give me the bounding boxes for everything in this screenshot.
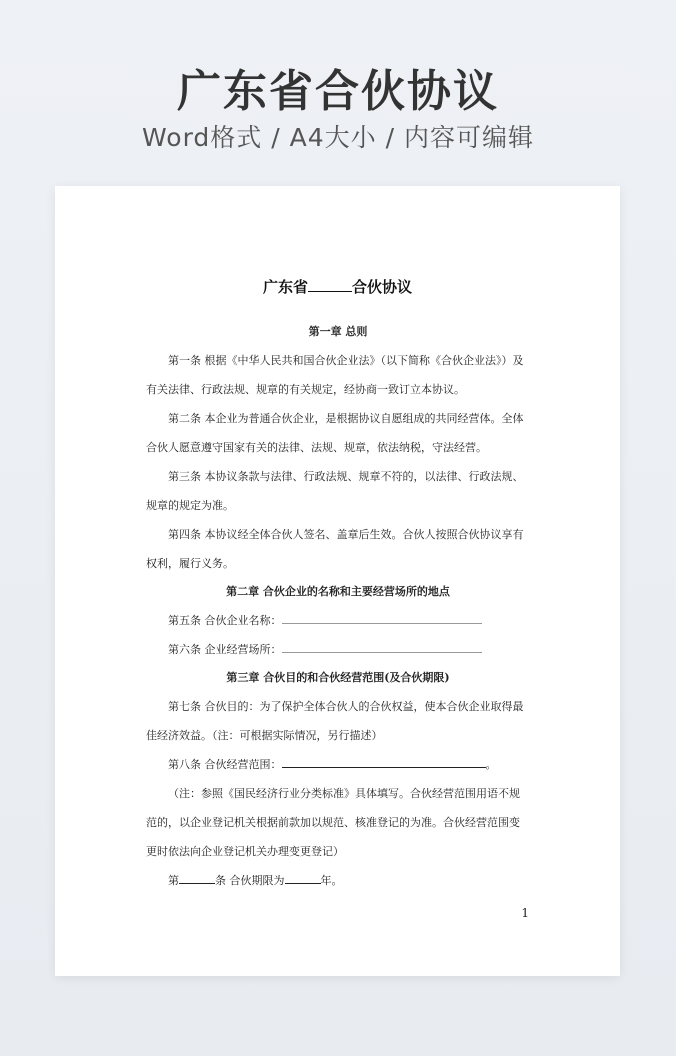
title-suffix: 合伙协议 (352, 278, 413, 296)
title-blank[interactable] (308, 279, 352, 292)
title-prefix: 广东省 (262, 278, 308, 296)
article-number-field[interactable] (179, 870, 215, 884)
document-title (55, 276, 620, 297)
article-3: 第三条 本协议条款与法律、行政法规、规章不符的，以法律、行政法规、规章的规定为准。 (146, 470, 524, 512)
business-location-field[interactable] (282, 639, 482, 653)
article-8-label: 第八条 合伙经营范围： (168, 758, 282, 771)
article-5 (146, 606, 530, 635)
business-scope-field[interactable] (282, 754, 486, 768)
chapter-2-heading: 第二章 合伙企业的名称和主要经营场所的地点 (226, 585, 450, 598)
document-page (55, 186, 620, 976)
chapter-1-heading: 第一章 总则 (308, 325, 368, 338)
chapter-3-heading: 第三章 合伙目的和合伙经营范围(及合伙期限) (226, 671, 450, 684)
scope-note: （注：参照《国民经济行业分类标准》具体填写。合伙经营范围用语不规范的，以企业登记机关根据前款加以规范、核准登记的为准。合伙经营范围变更时依法向企业登记机关办理变更登记） (146, 787, 520, 858)
article-4: 第四条 本协议经全体合伙人签名、盖章后生效。合伙人按照合伙协议享有权利，履行义务。 (146, 528, 524, 570)
term-years-field[interactable] (285, 870, 321, 884)
enterprise-name-field[interactable] (282, 610, 482, 624)
article-9-prefix: 第 (168, 874, 179, 887)
hero-subtitle: Word格式 / A4大小 / 内容可编辑 (142, 123, 534, 152)
article-6-label: 第六条 企业经营场所： (168, 643, 282, 656)
article-1: 第一条 根据《中华人民共和国合伙企业法》（以下简称《合伙企业法》）及有关法律、行政法规、规章的有关规定，经协商一致订立本协议。 (146, 354, 524, 396)
article-8 (146, 750, 530, 779)
article-6 (146, 635, 530, 664)
article-9-suffix: 年。 (320, 874, 343, 887)
page-number: 1 (521, 906, 529, 920)
article-5-label: 第五条 合伙企业名称： (168, 614, 282, 627)
article-2: 第二条 本企业为普通合伙企业，是根据协议自愿组成的共同经营体。全体合伙人愿意遵守国家有关的法律、法规、规章，依法纳税，守法经营。 (146, 412, 524, 454)
document-body (146, 318, 530, 895)
article-9-mid: 条 合伙期限为 (215, 874, 285, 887)
article-9 (146, 866, 530, 895)
hero-title: 广东省合伙协议 (177, 66, 499, 117)
article-7: 第七条 合伙目的：为了保护全体合伙人的合伙权益，使本合伙企业取得最佳经济效益。（注：可根据实际情况，另行描述） (146, 700, 524, 742)
article-8-end: 。 (485, 758, 497, 771)
